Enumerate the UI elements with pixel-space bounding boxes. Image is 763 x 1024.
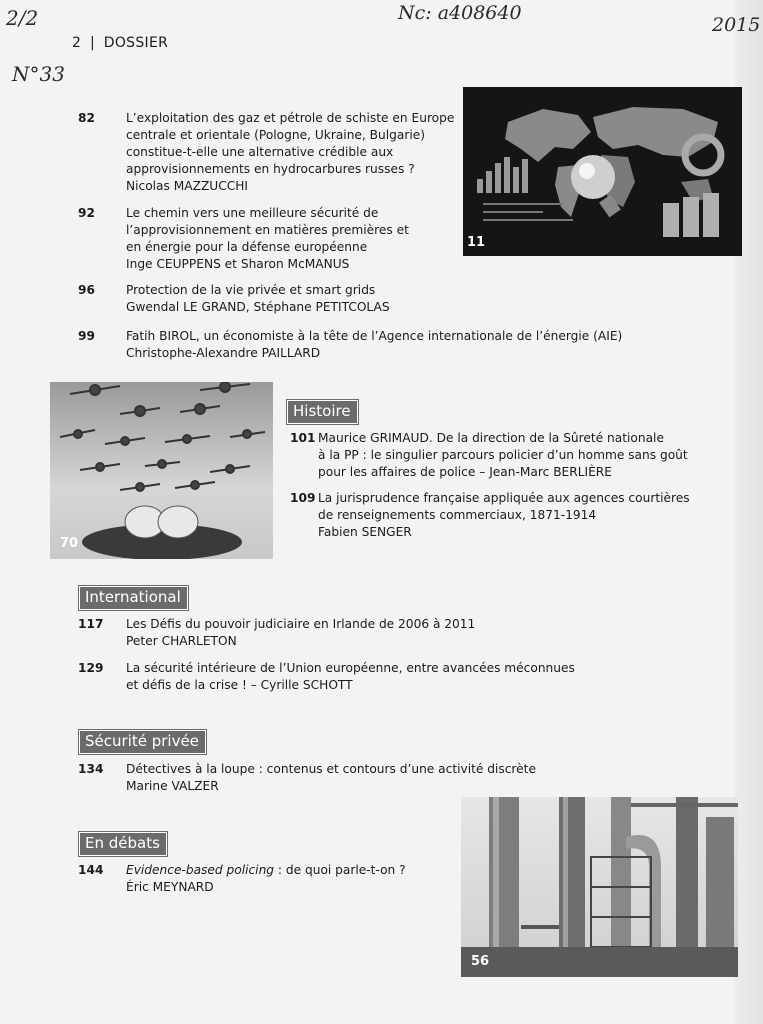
image-page-ref: 70 xyxy=(60,536,79,551)
image-page-ref: 56 xyxy=(471,954,490,969)
entry-author: Nicolas MAZZUCCHI xyxy=(126,179,248,193)
entry-page: 109 xyxy=(290,491,316,505)
entry-line: centrale et orientale (Pologne, Ukraine, Bulgarie) xyxy=(126,128,425,142)
entry-line: La sécurité intérieure de l’Union européenne, entre avancées méconnues xyxy=(126,661,575,675)
entry-author: Peter CHARLETON xyxy=(126,634,237,648)
entry-line: Fatih BIROL, un économiste à la tête de l’Agence internationale de l’énergie (AIE) xyxy=(126,329,623,343)
section-securite-privee: Sécurité privée xyxy=(79,730,206,754)
entry-author: Christophe-Alexandre PAILLARD xyxy=(126,346,321,360)
entry-text xyxy=(126,110,454,195)
entry-text xyxy=(126,616,475,650)
drones-illustration xyxy=(50,382,273,559)
entry-title-rest: : de quoi parle-t-on ? xyxy=(274,863,406,877)
entry-line: constitue-t-elle une alternative crédible aux xyxy=(126,145,394,159)
entry-line: L’exploitation des gaz et pétrole de schiste en Europe xyxy=(126,111,455,125)
entry-title-italic: Evidence-based policing xyxy=(126,863,275,877)
entry-text xyxy=(126,328,622,362)
entry-line: en énergie pour la défense européenne xyxy=(126,240,368,254)
entry-text xyxy=(126,205,409,273)
entry-page: 129 xyxy=(78,661,104,675)
entry-author: Fabien SENGER xyxy=(318,525,412,539)
entry-line: pour les affaires de police – Jean-Marc BERLIÈRE xyxy=(318,465,612,479)
entry-author: Marine VALZER xyxy=(126,779,219,793)
entry-page: 144 xyxy=(78,863,104,877)
entry-page: 92 xyxy=(78,206,95,220)
entry-line: et défis de la crise ! – Cyrille SCHOTT xyxy=(126,678,353,692)
section-histoire: Histoire xyxy=(287,400,358,424)
drones-nest-image xyxy=(50,382,273,559)
header-separator: | xyxy=(89,35,96,51)
entry-author: Gwendal LE GRAND, Stéphane PETITCOLAS xyxy=(126,300,390,314)
entry-page: 134 xyxy=(78,762,104,776)
world-map-lightbulb-image xyxy=(463,87,742,256)
page-header xyxy=(72,35,168,51)
header-section: DOSSIER xyxy=(103,35,169,51)
section-international: International xyxy=(79,586,188,610)
section-en-debats: En débats xyxy=(79,832,167,856)
entry-line: l’approvisionnement en matières premières et xyxy=(126,223,409,237)
entry-line: Détectives à la loupe : contenus et contours d’une activité discrète xyxy=(126,762,536,776)
entry-line: Protection de la vie privée et smart grids xyxy=(126,283,376,297)
refinery-image xyxy=(461,797,738,977)
entry-text xyxy=(318,490,690,541)
entry-page: 99 xyxy=(78,329,95,343)
page-number: 2 xyxy=(72,35,82,51)
entry-author: Inge CEUPPENS et Sharon McMANUS xyxy=(126,257,350,271)
handwritten-archive-code: Nc: a408640 xyxy=(398,2,522,24)
entry-line: Le chemin vers une meilleure sécurité de xyxy=(126,206,379,220)
entry-text xyxy=(126,761,536,795)
entry-line: Les Défis du pouvoir judiciaire en Irlande de 2006 à 2011 xyxy=(126,617,476,631)
entry-line: approvisionnements en hydrocarbures russes ? xyxy=(126,162,415,176)
entry-page: 117 xyxy=(78,617,104,631)
world-map-illustration xyxy=(463,87,742,256)
entry-page: 96 xyxy=(78,283,95,297)
entry-line: Maurice GRIMAUD. De la direction de la Sûreté nationale xyxy=(318,431,664,445)
entry-text xyxy=(126,862,406,896)
entry-page: 82 xyxy=(78,111,95,125)
entry-page: 101 xyxy=(290,431,316,445)
entry-author: Éric MEYNARD xyxy=(126,880,214,894)
handwritten-page-count: 2/2 xyxy=(6,6,39,30)
entry-line: de renseignements commerciaux, 1871-1914 xyxy=(318,508,597,522)
entry-line: à la PP : le singulier parcours policier d’un homme sans goût xyxy=(318,448,688,462)
handwritten-issue-number: N°33 xyxy=(12,62,65,86)
entry-text xyxy=(126,660,575,694)
image-page-ref: 11 xyxy=(467,235,486,250)
handwritten-year: 2015 xyxy=(712,14,761,36)
refinery-illustration xyxy=(461,797,738,977)
entry-text xyxy=(318,430,688,481)
entry-line: La jurisprudence française appliquée aux agences courtières xyxy=(318,491,690,505)
entry-line xyxy=(126,862,406,879)
entry-text xyxy=(126,282,390,316)
